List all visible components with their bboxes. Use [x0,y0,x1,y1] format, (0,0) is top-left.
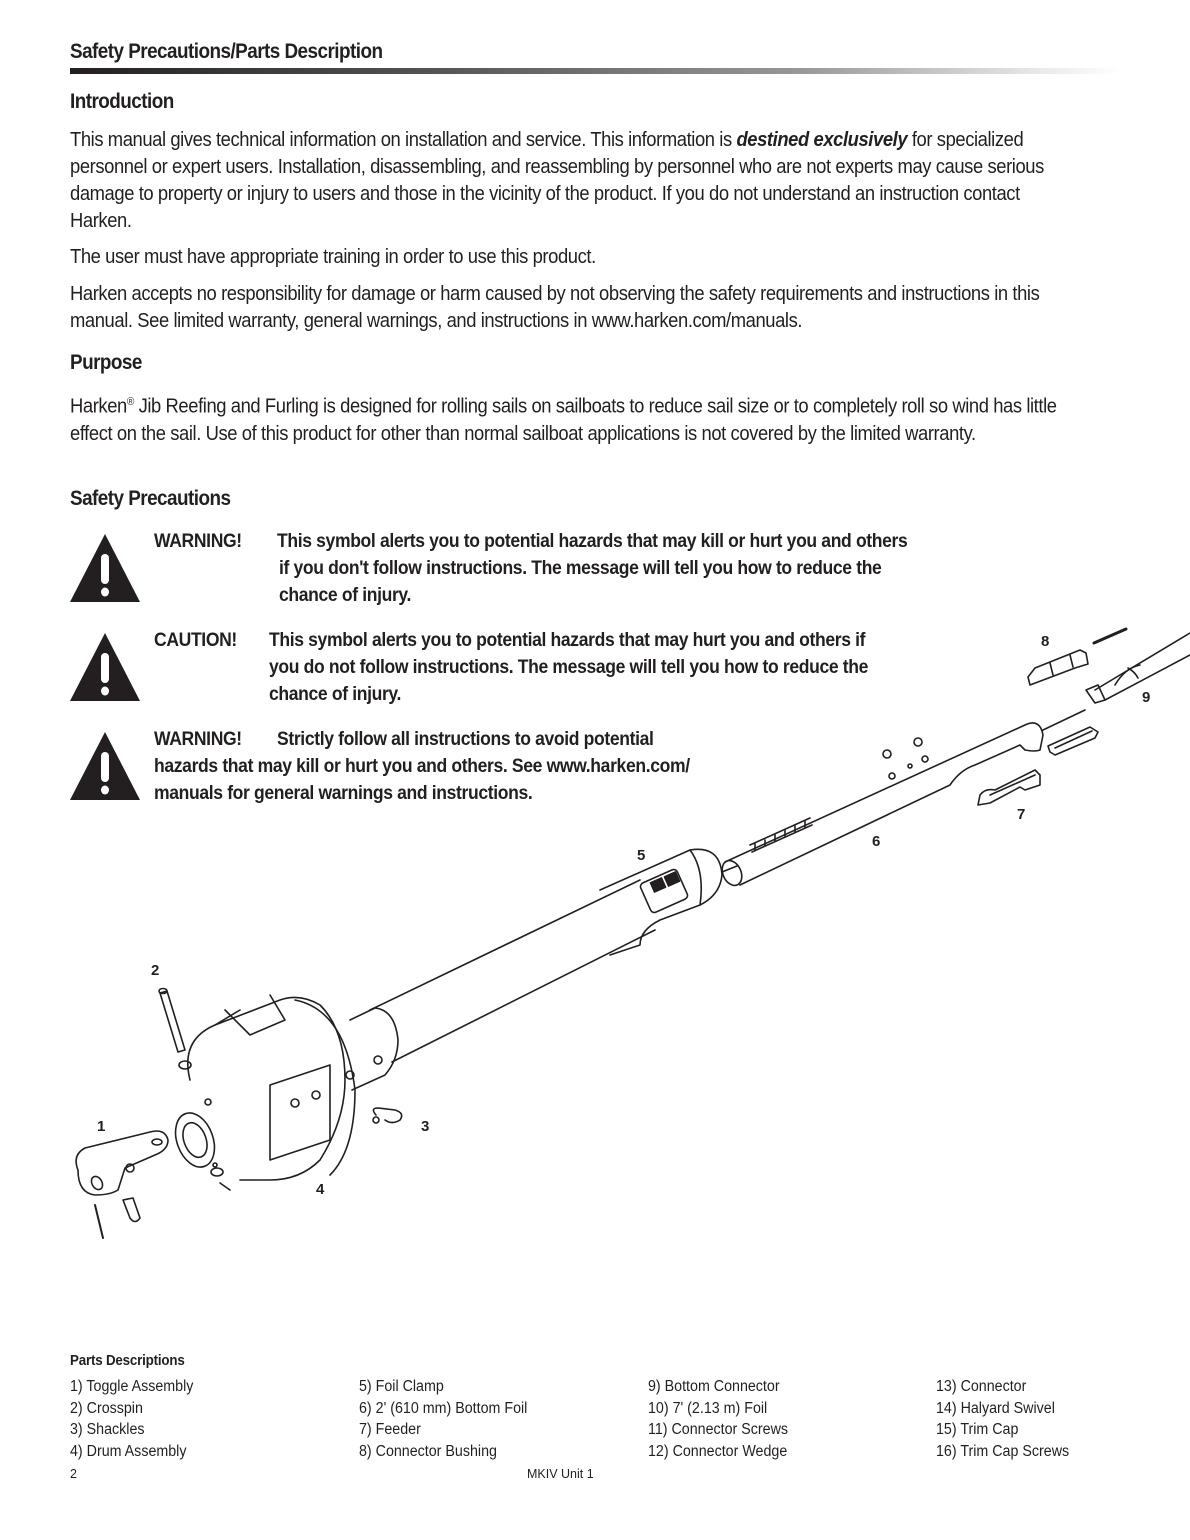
parts-column-4 [936,1376,1069,1463]
parts-heading: Parts Descriptions [70,1353,185,1369]
introduction-paragraph-3: Harken accepts no responsibility for damage or harm caused by not observing the safety requirements and instructions in this manual. See limited warranty, general warnings, and instructions in www.harken.com/manuals. [70,283,1040,332]
callout-8: 8 [1041,633,1050,650]
part-item: 13) Connector [936,1378,1027,1395]
foil-tube [370,880,655,1062]
callout-7: 7 [1017,806,1026,823]
part-item: 14) Halyard Swivel [936,1399,1055,1417]
part-item: 7) Feeder [359,1421,421,1439]
part-item: 9) Bottom Connector [648,1378,780,1395]
caution-line-3: chance of injury. [269,683,402,705]
caution-line-1: This symbol alerts you to potential hazards that may hurt you and others if [269,629,866,651]
caution-line-2: you do not follow instructions. The message will tell you how to reduce the [269,656,869,678]
warning-2-line-3: manuals for general warnings and instructions. [154,782,533,804]
part-item: 8) Connector Bushing [359,1443,497,1461]
intro-text-end: for specialized personnel or expert users. Installation, disassembling, and reassembling by personnel who are not experts may cause serious damage to property or injury to users and those in the vicinity of the product. If you do not understand an instruction contact Harken. [70,129,1044,232]
callout-2: 2 [151,962,160,979]
part-item: 10) 7' (2.13 m) Foil [648,1399,768,1417]
part-item: 16) Trim Cap Screws [936,1443,1070,1461]
connector-bushing-part [1028,650,1088,685]
warning-1-line-3: chance of injury. [279,584,412,606]
page-title: Safety Precautions/Parts Description [70,40,383,63]
part-item: 12) Connector Wedge [648,1443,788,1461]
warning-1-line-1: This symbol alerts you to potential hazards that may kill or hurt you and others [277,530,908,552]
parts-column-3 [648,1376,788,1463]
part-item: 6) 2' (610 mm) Bottom Foil [359,1399,528,1417]
callout-4: 4 [316,1181,325,1198]
purpose-text: Jib Reefing and Furling is designed for rolling sails on sailboats to reduce sail size or to completely roll so wind has little effect on the sail. Use of this product for other than normal sailboat applications is not covered by the limited warranty. [70,395,1057,445]
warning-2-line-2: hazards that may kill or hurt you and others. See www.harken.com/ [154,755,690,777]
foil-clamp-part [600,849,737,955]
connector-wedge-part [1048,727,1098,755]
callout-6: 6 [872,833,881,850]
part-item: 2) Crosspin [70,1399,143,1417]
warning-2-line-1: Strictly follow all instructions to avoid potential [277,728,654,750]
brand-name: Harken [70,395,127,418]
intro-emphasis: destined exclusively [736,129,908,151]
introduction-heading: Introduction [70,90,174,113]
bottom-foil-part [718,710,1085,889]
part-item: 11) Connector Screws [648,1421,789,1439]
part-item: 15) Trim Cap [936,1421,1019,1439]
warning-1-label: WARNING! [154,530,242,552]
parts-column-2 [359,1376,527,1463]
callout-9: 9 [1142,689,1151,706]
part-item: 1) Toggle Assembly [70,1378,194,1395]
feeder-part [978,770,1040,805]
drum-assembly-part [169,995,398,1190]
page-number: 2 [70,1467,77,1481]
callout-5: 5 [637,847,646,864]
introduction-paragraph-2: The user must have appropriate training in order to use this product. [70,246,596,268]
purpose-heading: Purpose [70,351,142,374]
part-item: 3) Shackles [70,1421,145,1439]
registered-mark: ® [126,396,134,408]
callout-1: 1 [97,1118,106,1135]
safety-heading: Safety Precautions [70,487,231,510]
caution-label: CAUTION! [154,629,237,651]
crosspin-part [159,989,185,1053]
unit-label: MKIV Unit 1 [527,1467,594,1481]
warning-1-line-2: if you don't follow instructions. The message will tell you how to reduce the [279,557,882,579]
part-item: 5) Foil Clamp [359,1378,444,1395]
warning-2-label: WARNING! [154,728,242,750]
bottom-connector-part [1086,633,1190,703]
toggle-assembly-part [76,1131,168,1238]
shackle-part [373,1108,402,1123]
intro-text-start: This manual gives technical information on installation and service. This information is [70,129,737,151]
part-item: 4) Drum Assembly [70,1443,187,1461]
callout-3: 3 [421,1118,430,1135]
parts-column-1 [70,1376,193,1463]
